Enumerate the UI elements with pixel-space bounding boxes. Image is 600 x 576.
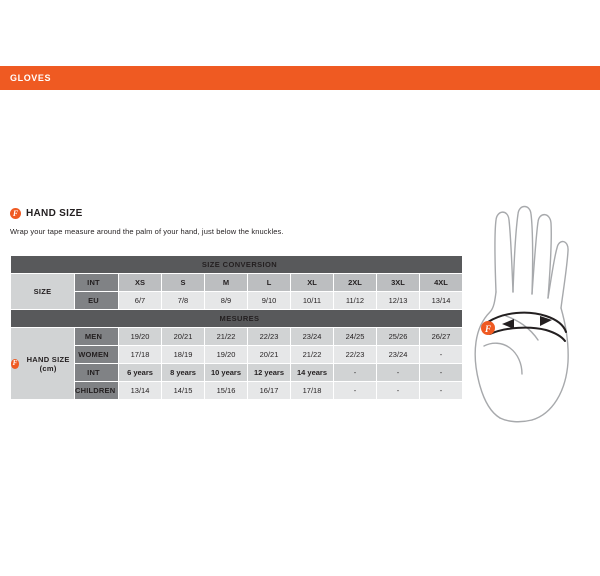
row-group-label-hand-size bbox=[11, 328, 75, 400]
cell: L bbox=[248, 274, 291, 292]
cell: 10/11 bbox=[291, 292, 334, 310]
row-label: MEN bbox=[75, 328, 119, 346]
cell: 23/24 bbox=[377, 346, 420, 364]
cell: 13/14 bbox=[119, 382, 162, 400]
cell: - bbox=[334, 364, 377, 382]
cell: - bbox=[420, 364, 463, 382]
table-row bbox=[11, 274, 463, 292]
cell: 19/20 bbox=[119, 328, 162, 346]
cell: 6/7 bbox=[119, 292, 162, 310]
cell: 25/26 bbox=[377, 328, 420, 346]
cell: 17/18 bbox=[291, 382, 334, 400]
cell: 6 years bbox=[119, 364, 162, 382]
f-badge-label: F bbox=[484, 324, 492, 334]
table-row bbox=[11, 364, 463, 382]
row-label: INT bbox=[75, 274, 119, 292]
cell: 22/23 bbox=[248, 328, 291, 346]
band-mesures: MESURES bbox=[11, 310, 463, 328]
size-chart-table bbox=[10, 255, 463, 400]
cell: - bbox=[420, 346, 463, 364]
cell: 9/10 bbox=[248, 292, 291, 310]
table-row bbox=[11, 382, 463, 400]
page-header-bar bbox=[0, 66, 600, 90]
cell: 21/22 bbox=[205, 328, 248, 346]
cell: 3XL bbox=[377, 274, 420, 292]
row-label: EU bbox=[75, 292, 119, 310]
section-description: Wrap your tape measure around the palm of your hand, just below the knuckles. bbox=[10, 227, 284, 236]
cell: XL bbox=[291, 274, 334, 292]
cell: 22/23 bbox=[334, 346, 377, 364]
cell: - bbox=[377, 382, 420, 400]
row-label: CHILDREN bbox=[75, 382, 119, 400]
cell: 19/20 bbox=[205, 346, 248, 364]
table-row bbox=[11, 292, 463, 310]
size-chart-table-wrapper bbox=[10, 255, 462, 400]
cell: 12/13 bbox=[377, 292, 420, 310]
cell: 11/12 bbox=[334, 292, 377, 310]
cell: 17/18 bbox=[119, 346, 162, 364]
cell: 8 years bbox=[162, 364, 205, 382]
cell: 14 years bbox=[291, 364, 334, 382]
row-group-label-size: SIZE bbox=[11, 274, 75, 310]
cell: 26/27 bbox=[420, 328, 463, 346]
cell: M bbox=[205, 274, 248, 292]
cell: 7/8 bbox=[162, 292, 205, 310]
table-band-row bbox=[11, 256, 463, 274]
hand-size-label: HAND SIZE (cm) bbox=[26, 354, 70, 373]
cell: 18/19 bbox=[162, 346, 205, 364]
row-label: WOMEN bbox=[75, 346, 119, 364]
cell: 23/24 bbox=[291, 328, 334, 346]
hand-illustration-svg bbox=[466, 196, 594, 436]
section-title: HAND SIZE bbox=[26, 208, 83, 219]
cell: 12 years bbox=[248, 364, 291, 382]
cell: - bbox=[420, 382, 463, 400]
cell: 2XL bbox=[334, 274, 377, 292]
cell: 24/25 bbox=[334, 328, 377, 346]
cell: XS bbox=[119, 274, 162, 292]
cell: 8/9 bbox=[205, 292, 248, 310]
row-label: INT bbox=[75, 364, 119, 382]
hand-measuring-diagram bbox=[466, 196, 594, 436]
band-size-conversion: SIZE CONVERSION bbox=[11, 256, 463, 274]
section-heading bbox=[10, 208, 83, 219]
cell: 14/15 bbox=[162, 382, 205, 400]
cell: 16/17 bbox=[248, 382, 291, 400]
page-title: GLOVES bbox=[10, 73, 52, 83]
cell: S bbox=[162, 274, 205, 292]
cell: 4XL bbox=[420, 274, 463, 292]
table-band-row bbox=[11, 310, 463, 328]
cell: 20/21 bbox=[248, 346, 291, 364]
cell: 10 years bbox=[205, 364, 248, 382]
cell: 15/16 bbox=[205, 382, 248, 400]
table-row bbox=[11, 328, 463, 346]
table-row bbox=[11, 346, 463, 364]
f-badge-icon: F bbox=[10, 208, 21, 219]
cell: 20/21 bbox=[162, 328, 205, 346]
cell: 21/22 bbox=[291, 346, 334, 364]
cell: 13/14 bbox=[420, 292, 463, 310]
f-badge-icon: F bbox=[12, 359, 18, 367]
cell: - bbox=[334, 382, 377, 400]
cell: - bbox=[377, 364, 420, 382]
